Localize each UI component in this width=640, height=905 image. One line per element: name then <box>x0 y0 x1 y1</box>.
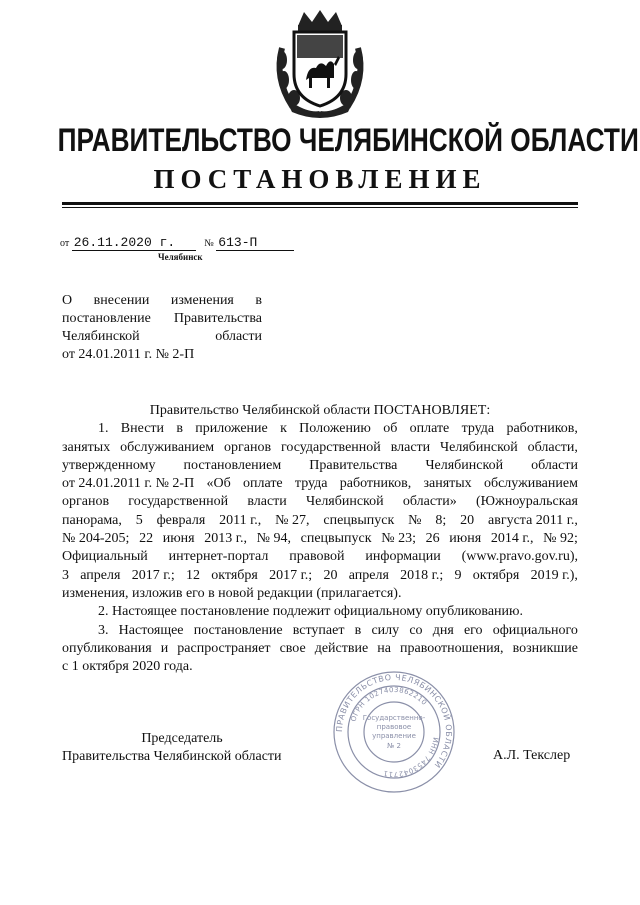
body-line: изменения, изложив его в новой редакции (прилагается). <box>62 585 402 601</box>
signatory-position <box>62 730 322 766</box>
document-number: 613-П <box>216 236 294 251</box>
body-word: обслуживанием <box>483 476 578 492</box>
body-word: августа 2011 г., <box>488 512 578 528</box>
body-word: занятых <box>423 476 472 492</box>
body-line <box>62 512 578 530</box>
body-word: 2018 г.; <box>400 567 444 583</box>
body-word: 2011 г., <box>219 512 262 528</box>
body-word: власти <box>247 494 287 510</box>
subject-word: О <box>62 293 73 308</box>
body-word: июня <box>162 531 195 547</box>
body-word: действие <box>314 640 369 656</box>
body-word: 2013 г., <box>204 531 247 547</box>
body-line: с 1 октября 2020 года. <box>62 659 193 675</box>
body-line: Правительство Челябинской области ПОСТАНОВЛЯЕТ: <box>149 403 491 418</box>
body-word: постановлением <box>183 457 282 473</box>
seal-center-line-4: № 2 <box>387 742 401 750</box>
body-word: свое <box>279 640 306 656</box>
body-word: органов <box>62 494 110 510</box>
body-word: силу <box>371 622 400 638</box>
body-word: 5 <box>135 512 143 528</box>
body-word: 9 <box>454 567 462 583</box>
number-label: № <box>204 238 214 249</box>
position-line-1: Председатель <box>141 731 223 746</box>
body-word: Челябинской <box>440 439 518 455</box>
body-word: интернет-портал <box>168 549 269 565</box>
body-word: утвержденному <box>62 457 156 473</box>
body-word: 8; <box>435 512 447 528</box>
body-word: в <box>354 622 362 638</box>
body-word: занятых <box>62 439 111 455</box>
body-line <box>62 548 578 566</box>
subject-word: внесении <box>93 293 150 308</box>
subject-word: Челябинской <box>62 329 140 344</box>
subject-word: в <box>255 293 262 308</box>
body-word: обслуживанием <box>120 439 215 455</box>
body-word: правоотношения, <box>399 640 504 656</box>
document-date: 26.11.2020 г. <box>72 236 196 251</box>
seal-center-line-2: правовое <box>376 723 412 731</box>
body-word: 2017 г.; <box>269 567 313 583</box>
coat-of-arms-icon <box>268 8 372 120</box>
body-word: февраля <box>156 512 206 528</box>
body-line: 2. Настоящее постановление подлежит официальному опубликованию. <box>98 604 523 620</box>
body-line <box>62 420 578 438</box>
body-word: органов <box>224 439 272 455</box>
body-word: № 204-205; <box>62 531 130 547</box>
body-word: Положению <box>299 421 371 437</box>
body-word: оплате <box>242 476 283 492</box>
body-word: официального <box>492 622 578 638</box>
header-rule-thick <box>62 202 578 205</box>
body-word: июня <box>449 531 482 547</box>
subject-word: постановление <box>62 311 151 326</box>
seal-ogrn-text: ОГРН 1027403862210 <box>349 685 429 723</box>
body-word: информации <box>365 549 441 565</box>
body-word: октября <box>472 567 520 583</box>
signatory-name: А.Л. Текслер <box>493 748 571 763</box>
body-word: № 27, <box>275 512 310 528</box>
body-line <box>62 457 578 475</box>
body-line <box>62 530 578 548</box>
body-word: государственной <box>281 439 381 455</box>
subject-line <box>62 328 262 346</box>
body-line <box>62 475 578 493</box>
body-word: государственной <box>128 494 229 510</box>
official-seal-stamp <box>330 668 458 796</box>
body-word: со <box>409 622 423 638</box>
body-word: постановление <box>193 622 283 638</box>
body-word: 20 <box>323 567 338 583</box>
body-word: вступает <box>292 622 345 638</box>
resolution-body <box>62 402 578 676</box>
subject-line <box>62 310 262 328</box>
body-word: № 94, <box>256 531 291 547</box>
body-word: «Об <box>206 476 231 492</box>
body-word: 12 <box>186 567 201 583</box>
body-word: распространяет <box>177 640 271 656</box>
body-word: 22 <box>139 531 154 547</box>
body-line <box>62 439 578 457</box>
subject-block <box>62 292 262 364</box>
body-word: на <box>377 640 391 656</box>
body-word: власти <box>390 439 431 455</box>
body-word: 20 <box>460 512 475 528</box>
document-type-title: ПОСТАНОВЛЕНИЕ <box>153 164 487 194</box>
seal-center-line-3: управление <box>372 732 416 740</box>
subject-word: изменения <box>170 293 234 308</box>
body-word: апреля <box>348 567 389 583</box>
body-word: 2017 г.; <box>131 567 175 583</box>
government-title: ПРАВИТЕЛЬСТВО ЧЕЛЯБИНСКОЙ ОБЛАСТИ <box>57 122 639 158</box>
body-word: возникшие <box>512 640 578 656</box>
subject-word: области <box>215 329 262 344</box>
body-line <box>62 622 578 640</box>
body-word: 3 <box>62 567 69 583</box>
body-word: Официальный <box>62 549 148 565</box>
body-word: Челябинской <box>306 494 384 510</box>
body-word: труда <box>294 476 328 492</box>
body-word: опубликования <box>62 640 152 656</box>
body-line <box>62 493 578 511</box>
body-word: (www.pravo.gov.ru), <box>461 549 578 565</box>
body-word: Внести <box>120 421 165 437</box>
body-word: оплате <box>409 421 450 437</box>
body-word: об <box>383 421 398 437</box>
subject-word: от 24.01.2011 г. № 2-П <box>62 347 195 362</box>
body-line <box>62 567 578 585</box>
body-word: правовой <box>289 549 345 565</box>
body-word: его <box>463 622 483 638</box>
body-word: Правительства <box>309 457 398 473</box>
subject-line <box>62 346 262 364</box>
city-label: Челябинск <box>158 252 203 262</box>
body-word: области, <box>527 439 578 455</box>
body-word: спецвыпуск <box>300 531 372 547</box>
body-word: области <box>531 457 578 473</box>
date-label: от <box>60 238 70 249</box>
body-word: работников, <box>339 476 412 492</box>
body-word: № <box>408 512 422 528</box>
seal-center-line-1: Государственно- <box>362 714 426 722</box>
date-number-line <box>60 236 294 251</box>
body-word: труда <box>461 421 495 437</box>
position-line-2: Правительства Челябинской области <box>62 749 282 764</box>
subject-word: Правительства <box>173 311 262 326</box>
body-word: от 24.01.2011 г. № 2-П <box>62 476 195 492</box>
body-word: 3. <box>98 622 109 638</box>
body-word: к <box>280 421 287 437</box>
body-word: № 92; <box>543 531 578 547</box>
body-word: спецвыпуск <box>323 512 395 528</box>
body-word: Челябинской <box>425 457 504 473</box>
body-word: дня <box>432 622 454 638</box>
body-word: приложение <box>195 421 268 437</box>
header-rule-thin <box>62 207 578 208</box>
body-word: октября <box>211 567 258 583</box>
subject-line <box>62 292 262 310</box>
body-word: (Южноуральская <box>475 494 578 510</box>
body-word: в <box>176 421 183 437</box>
body-word: области» <box>402 494 457 510</box>
body-word: Настоящее <box>118 622 184 638</box>
body-word: 26 <box>425 531 440 547</box>
body-word: № 23; <box>381 531 416 547</box>
body-line <box>62 640 578 658</box>
body-word: 1. <box>98 421 109 437</box>
body-word: 2019 г.), <box>530 567 578 583</box>
body-word: панорама, <box>62 512 122 528</box>
body-word: 2014 г., <box>490 531 534 547</box>
seal-inn-text: ИНН 7453042711 <box>382 736 440 779</box>
body-word: апреля <box>80 567 121 583</box>
body-word: работников, <box>506 421 578 437</box>
seal-outer-text: ПРАВИТЕЛЬСТВО ЧЕЛЯБИНСКОЙ ОБЛАСТИ <box>334 672 454 770</box>
body-word: и <box>160 640 169 656</box>
